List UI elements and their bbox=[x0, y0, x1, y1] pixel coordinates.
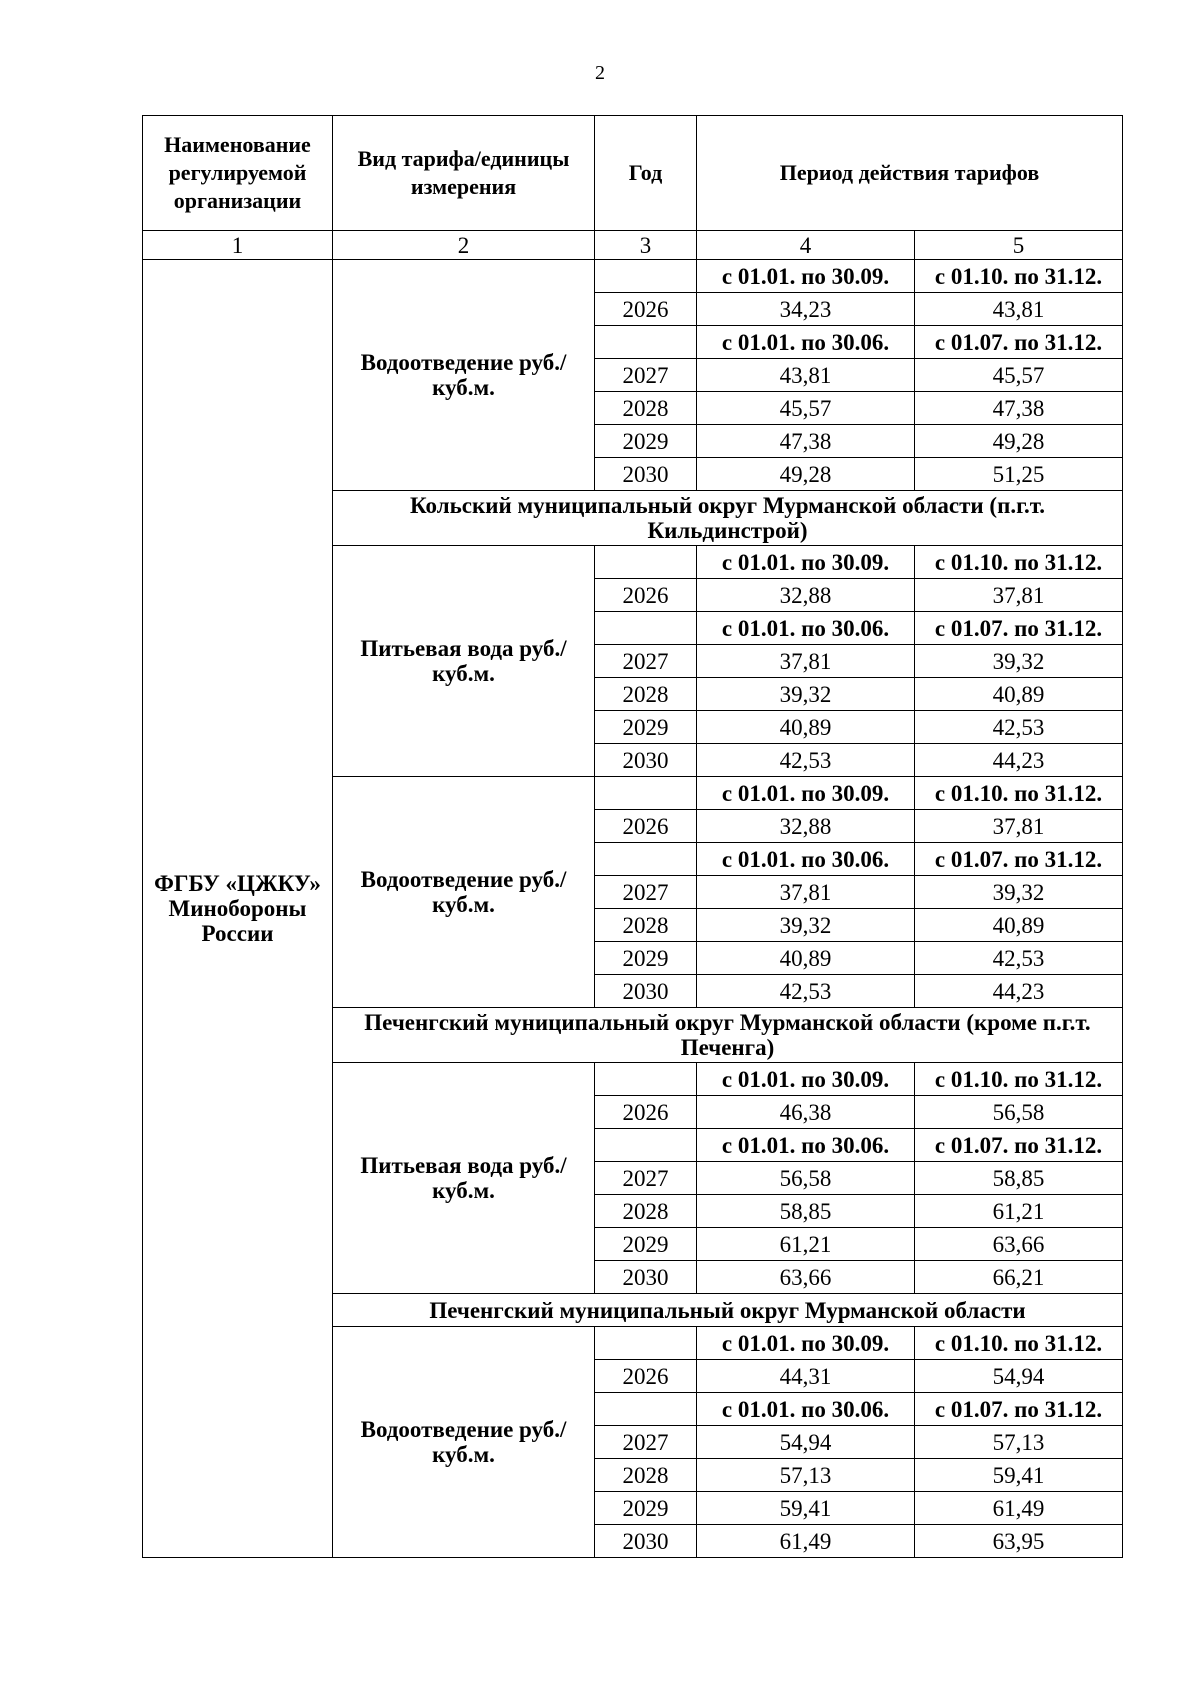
year-cell: 2029 bbox=[595, 425, 697, 458]
service-type: Питьевая вода руб./куб.м. bbox=[333, 1063, 595, 1294]
tariff-value-second-period: 40,89 bbox=[915, 909, 1123, 942]
tariff-value-second-period: 59,41 bbox=[915, 1459, 1123, 1492]
tariff-value-second-period: 39,32 bbox=[915, 876, 1123, 909]
service-type: Водоотведение руб./куб.м. bbox=[333, 777, 595, 1008]
header-period: Период действия тарифов bbox=[697, 116, 1123, 231]
period-start-label: с 01.01. по 30.06. bbox=[697, 612, 915, 645]
region-title: Печенгский муниципальный округ Мурманской области bbox=[333, 1294, 1123, 1327]
empty-year-cell bbox=[595, 1393, 697, 1426]
empty-year-cell bbox=[595, 612, 697, 645]
period-end-label: с 01.07. по 31.12. bbox=[915, 326, 1123, 359]
year-cell: 2030 bbox=[595, 1525, 697, 1558]
tariff-value-first-period: 40,89 bbox=[697, 711, 915, 744]
year-cell: 2028 bbox=[595, 678, 697, 711]
year-cell: 2029 bbox=[595, 942, 697, 975]
year-cell: 2026 bbox=[595, 1096, 697, 1129]
region-title: Кольский муниципальный округ Мурманской области (п.г.т. Кильдинстрой) bbox=[333, 491, 1123, 546]
tariff-value-second-period: 61,49 bbox=[915, 1492, 1123, 1525]
year-cell: 2030 bbox=[595, 458, 697, 491]
tariff-value-second-period: 57,13 bbox=[915, 1426, 1123, 1459]
tariff-value-second-period: 63,95 bbox=[915, 1525, 1123, 1558]
tariff-value-second-period: 44,23 bbox=[915, 975, 1123, 1008]
year-cell: 2026 bbox=[595, 579, 697, 612]
year-cell: 2027 bbox=[595, 1426, 697, 1459]
tariff-value-second-period: 44,23 bbox=[915, 744, 1123, 777]
tariff-value-first-period: 42,53 bbox=[697, 975, 915, 1008]
header-tariff-type: Вид тарифа/единицы измерения bbox=[333, 116, 595, 231]
period-start-label: с 01.01. по 30.09. bbox=[697, 546, 915, 579]
year-cell: 2029 bbox=[595, 711, 697, 744]
service-type: Питьевая вода руб./куб.м. bbox=[333, 546, 595, 777]
year-cell: 2029 bbox=[595, 1228, 697, 1261]
year-cell: 2030 bbox=[595, 1261, 697, 1294]
period-end-label: с 01.10. по 31.12. bbox=[915, 260, 1123, 293]
year-cell: 2027 bbox=[595, 1162, 697, 1195]
tariff-value-second-period: 61,21 bbox=[915, 1195, 1123, 1228]
tariff-value-first-period: 54,94 bbox=[697, 1426, 915, 1459]
tariff-value-first-period: 39,32 bbox=[697, 909, 915, 942]
tariff-value-first-period: 49,28 bbox=[697, 458, 915, 491]
period-row bbox=[143, 260, 1123, 293]
year-cell: 2026 bbox=[595, 1360, 697, 1393]
tariff-value-first-period: 57,13 bbox=[697, 1459, 915, 1492]
tariff-value-second-period: 42,53 bbox=[915, 942, 1123, 975]
tariff-value-second-period: 66,21 bbox=[915, 1261, 1123, 1294]
empty-year-cell bbox=[595, 777, 697, 810]
year-cell: 2028 bbox=[595, 1195, 697, 1228]
year-cell: 2027 bbox=[595, 359, 697, 392]
header-year: Год bbox=[595, 116, 697, 231]
tariff-value-first-period: 61,21 bbox=[697, 1228, 915, 1261]
tariff-value-first-period: 45,57 bbox=[697, 392, 915, 425]
table-header-row bbox=[143, 116, 1123, 231]
tariff-value-first-period: 39,32 bbox=[697, 678, 915, 711]
period-start-label: с 01.01. по 30.09. bbox=[697, 260, 915, 293]
column-number-row bbox=[143, 231, 1123, 260]
empty-year-cell bbox=[595, 260, 697, 293]
tariff-value-second-period: 40,89 bbox=[915, 678, 1123, 711]
column-number-1: 1 bbox=[143, 231, 333, 260]
year-cell: 2030 bbox=[595, 744, 697, 777]
tariff-value-first-period: 46,38 bbox=[697, 1096, 915, 1129]
period-end-label: с 01.07. по 31.12. bbox=[915, 843, 1123, 876]
year-cell: 2026 bbox=[595, 810, 697, 843]
year-cell: 2028 bbox=[595, 1459, 697, 1492]
tariff-value-first-period: 43,81 bbox=[697, 359, 915, 392]
year-cell: 2028 bbox=[595, 909, 697, 942]
tariff-value-first-period: 40,89 bbox=[697, 942, 915, 975]
tariff-value-second-period: 42,53 bbox=[915, 711, 1123, 744]
service-type: Водоотведение руб./куб.м. bbox=[333, 1327, 595, 1558]
tariff-value-first-period: 58,85 bbox=[697, 1195, 915, 1228]
period-end-label: с 01.10. по 31.12. bbox=[915, 546, 1123, 579]
tariff-value-first-period: 61,49 bbox=[697, 1525, 915, 1558]
organization-name: ФГБУ «ЦЖКУ» Минобороны России bbox=[143, 260, 333, 1558]
tariff-value-second-period: 37,81 bbox=[915, 579, 1123, 612]
header-organization: Наименование регулируемой организации bbox=[143, 116, 333, 231]
period-start-label: с 01.01. по 30.06. bbox=[697, 843, 915, 876]
year-cell: 2026 bbox=[595, 293, 697, 326]
year-cell: 2029 bbox=[595, 1492, 697, 1525]
tariff-value-second-period: 45,57 bbox=[915, 359, 1123, 392]
tariff-value-second-period: 63,66 bbox=[915, 1228, 1123, 1261]
tariff-value-second-period: 51,25 bbox=[915, 458, 1123, 491]
tariff-value-first-period: 37,81 bbox=[697, 876, 915, 909]
column-number-3: 3 bbox=[595, 231, 697, 260]
tariff-value-first-period: 63,66 bbox=[697, 1261, 915, 1294]
service-type: Водоотведение руб./куб.м. bbox=[333, 260, 595, 491]
page-number: 2 bbox=[595, 62, 605, 84]
period-start-label: с 01.01. по 30.06. bbox=[697, 1393, 915, 1426]
tariff-value-second-period: 58,85 bbox=[915, 1162, 1123, 1195]
period-end-label: с 01.10. по 31.12. bbox=[915, 777, 1123, 810]
period-start-label: с 01.01. по 30.09. bbox=[697, 1063, 915, 1096]
year-cell: 2027 bbox=[595, 645, 697, 678]
tariff-value-second-period: 49,28 bbox=[915, 425, 1123, 458]
empty-year-cell bbox=[595, 546, 697, 579]
tariff-value-second-period: 39,32 bbox=[915, 645, 1123, 678]
tariff-value-first-period: 59,41 bbox=[697, 1492, 915, 1525]
year-cell: 2028 bbox=[595, 392, 697, 425]
empty-year-cell bbox=[595, 1129, 697, 1162]
column-number-4: 4 bbox=[697, 231, 915, 260]
year-cell: 2030 bbox=[595, 975, 697, 1008]
tariff-value-second-period: 54,94 bbox=[915, 1360, 1123, 1393]
column-number-2: 2 bbox=[333, 231, 595, 260]
tariff-value-second-period: 56,58 bbox=[915, 1096, 1123, 1129]
period-end-label: с 01.10. по 31.12. bbox=[915, 1063, 1123, 1096]
empty-year-cell bbox=[595, 843, 697, 876]
tariff-value-second-period: 43,81 bbox=[915, 293, 1123, 326]
period-start-label: с 01.01. по 30.09. bbox=[697, 1327, 915, 1360]
tariff-value-first-period: 37,81 bbox=[697, 645, 915, 678]
period-end-label: с 01.07. по 31.12. bbox=[915, 612, 1123, 645]
tariff-value-first-period: 56,58 bbox=[697, 1162, 915, 1195]
tariff-value-first-period: 32,88 bbox=[697, 579, 915, 612]
tariff-value-first-period: 32,88 bbox=[697, 810, 915, 843]
empty-year-cell bbox=[595, 1327, 697, 1360]
period-end-label: с 01.10. по 31.12. bbox=[915, 1327, 1123, 1360]
tariff-value-first-period: 42,53 bbox=[697, 744, 915, 777]
tariff-value-first-period: 44,31 bbox=[697, 1360, 915, 1393]
empty-year-cell bbox=[595, 326, 697, 359]
period-end-label: с 01.07. по 31.12. bbox=[915, 1129, 1123, 1162]
tariff-value-second-period: 47,38 bbox=[915, 392, 1123, 425]
period-start-label: с 01.01. по 30.06. bbox=[697, 326, 915, 359]
period-end-label: с 01.07. по 31.12. bbox=[915, 1393, 1123, 1426]
column-number-5: 5 bbox=[915, 231, 1123, 260]
tariff-table bbox=[142, 115, 1123, 1558]
year-cell: 2027 bbox=[595, 876, 697, 909]
tariff-value-first-period: 34,23 bbox=[697, 293, 915, 326]
period-start-label: с 01.01. по 30.06. bbox=[697, 1129, 915, 1162]
region-title: Печенгский муниципальный округ Мурманской области (кроме п.г.т. Печенга) bbox=[333, 1008, 1123, 1063]
empty-year-cell bbox=[595, 1063, 697, 1096]
period-start-label: с 01.01. по 30.09. bbox=[697, 777, 915, 810]
tariff-value-first-period: 47,38 bbox=[697, 425, 915, 458]
tariff-value-second-period: 37,81 bbox=[915, 810, 1123, 843]
